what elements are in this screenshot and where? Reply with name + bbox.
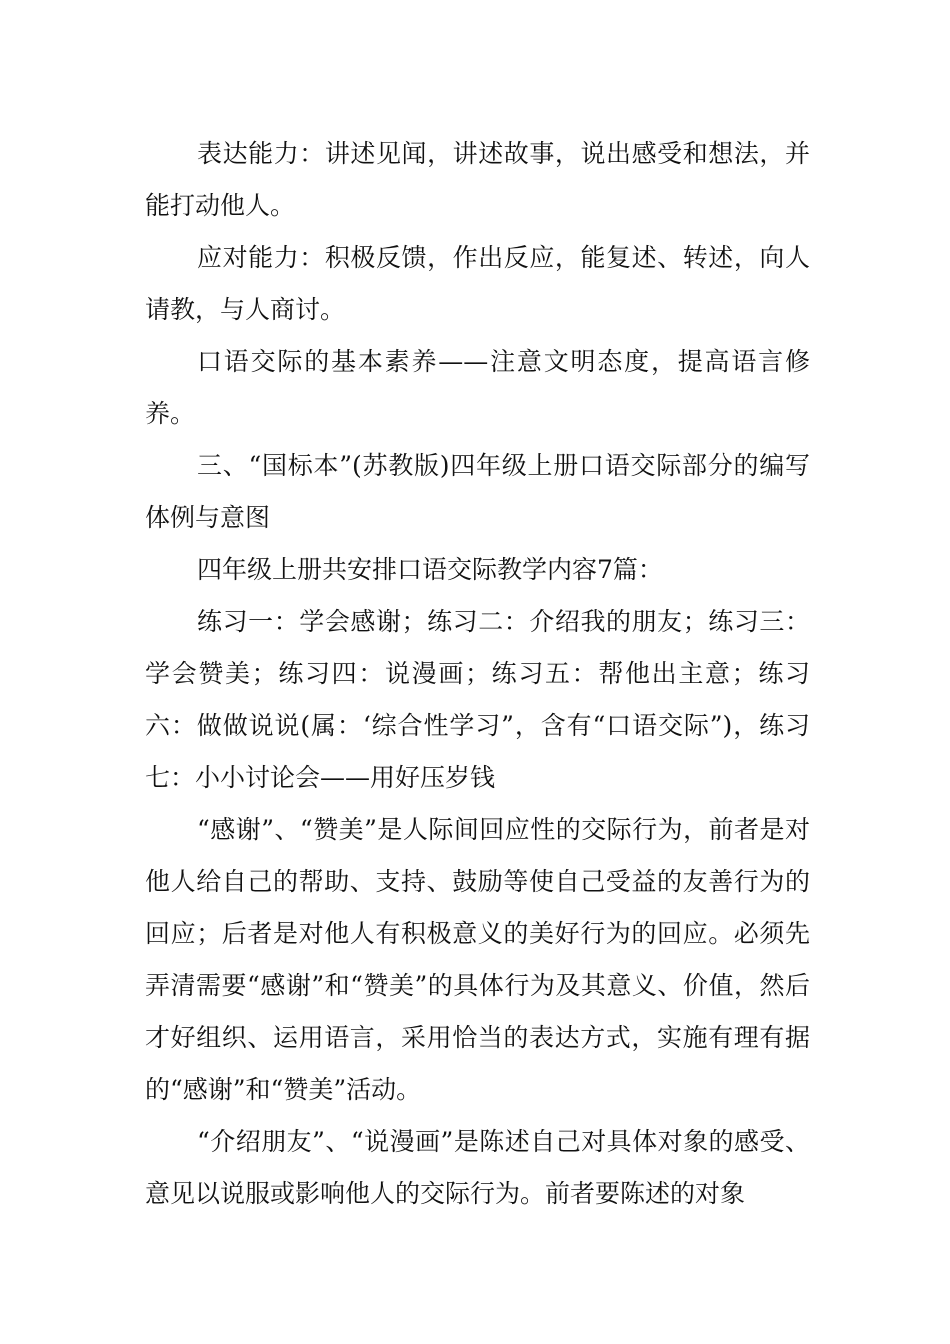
paragraph-response-ability: 应对能力：积极反馈，作出反应，能复述、转述，向人请教，与人商讨。 <box>145 243 810 324</box>
paragraph-content-count: 四年级上册共安排口语交际教学内容7篇： <box>197 555 663 584</box>
paragraph-exercise-list: 练习一：学会感谢；练习二：介绍我的朋友；练习三：学会赞美；练习四：说漫画；练习五：帮他出主意；练习六：做做说说(属：‘综合性学习”，含有“口语交际”)，练习七：小小讨论会——用好压岁钱 <box>145 607 810 792</box>
paragraph-basic-literacy: 口语交际的基本素养——注意文明态度，提高语言修养。 <box>145 347 810 428</box>
paragraph-introduce-comic: “介绍朋友”、“说漫画”是陈述自己对具体对象的感受、意见以说服或影响他人的交际行为。前者要陈述的对象 <box>145 1127 810 1208</box>
section-heading-three: 三、“国标本”(苏教版)四年级上册口语交际部分的编写体例与意图 <box>145 451 810 532</box>
paragraph-thanks-praise: “感谢”、“赞美”是人际间回应性的交际行为，前者是对他人给自己的帮助、支持、鼓励等使自己受益的友善行为的回应；后者是对他人有积极意义的美好行为的回应。必须先弄清需要“感谢”和“赞美”的具体行为及其意义、价值，然后才好组织、运用语言，采用恰当的表达方式，实施有理有据的“感谢”和“赞美”活动。 <box>145 815 810 1104</box>
paragraph-expression-ability: 表达能力：讲述见闻，讲述故事，说出感受和想法，并能打动他人。 <box>145 139 810 220</box>
document-body <box>145 128 810 1220</box>
